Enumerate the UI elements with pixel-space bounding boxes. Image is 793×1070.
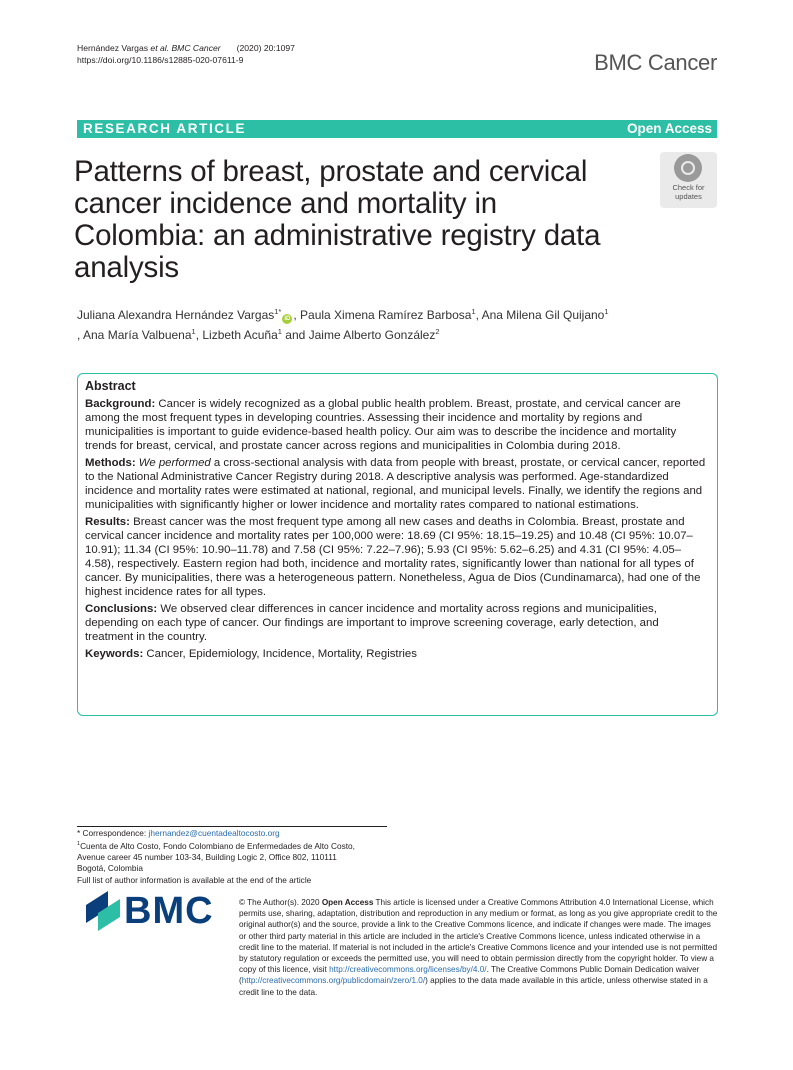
citation-header <box>77 42 295 66</box>
check-updates-icon <box>674 154 702 182</box>
correspondence-email-link[interactable]: jhernandez@cuentadealtocosto.org <box>148 828 280 838</box>
author-name[interactable]: Juliana Alexandra Hernández Vargas <box>77 308 275 322</box>
abstract-results: Results: Breast cancer was the most frequent type among all new cases and deaths in Colombia. Breast, prostate and cervical cancer incidence and mortality rates per 100,000 were: 18.69 (CI 95%: 18.15–19.25) and 10.48 (CI 95%: 10.07–10.91); 11.34 (CI 95%: 10.90–11.78) and 7.58 (CI 95%: 7.22–7.96); 5.93 (CI 95%: 5.62–6.25) and 4.31 (CI 95%: 4.05–4.58), respectively. Eastern region had both, incidence and mortality rates, significantly lower than national for all types of cancer. By municipalities, there was a heterogeneous pattern. Nonetheless, Agua de Dios (Cundinamarca), had one of the highest incidence rates for all types. <box>85 516 701 598</box>
author-affiliation-sup: 2 <box>435 327 440 336</box>
author-affiliation-sup: 1 <box>471 307 476 316</box>
article-type-banner <box>77 120 717 138</box>
bmc-logo-icon <box>86 891 122 931</box>
affiliation-line: Bogotá, Colombia <box>77 863 143 874</box>
author-affiliation-sup: 1* <box>274 307 282 316</box>
abstract-heading: Abstract <box>85 379 136 393</box>
check-for-updates-button[interactable] <box>660 152 717 208</box>
open-access-label: Open Access <box>626 121 712 136</box>
author-list <box>77 305 717 345</box>
abstract-background: Background: Cancer is widely recognized as a global public health problem. Breast, prostate, and cervical cancer are among the most frequent types in developing countries. Assessing their incidence and mortality by regions and municipalities is important to guide evidence-based health policy. Our aim was to describe the incidence and mortality trends for breast, cervical, and prostate cancer across regions and municipalities in Colombia during 2018. <box>85 398 681 452</box>
citation-etal: et al. BMC Cancer <box>150 43 221 53</box>
check-updates-text: Check for updates <box>672 183 705 201</box>
doi-link[interactable]: https://doi.org/10.1186/s12885-020-07611-9 <box>77 55 244 65</box>
license-link[interactable]: http://creativecommons.org/licenses/by/4.0/ <box>329 965 487 975</box>
author-name[interactable]: , Ana Milena Gil Quijano <box>475 308 605 322</box>
author-name[interactable]: , Ana María Valbuena <box>77 328 192 342</box>
article-type-label: RESEARCH ARTICLE <box>83 121 247 136</box>
journal-brand: BMC Cancer <box>594 50 717 75</box>
author-affiliation-sup: 1 <box>604 307 609 316</box>
affiliation-line: Avenue career 45 number 103-34, Building Logic 2, Office 802, 110111 <box>77 852 337 863</box>
citation-year: (2020) 20:1097 <box>236 43 295 53</box>
license-text: © The Author(s). 2020 Open Access This article is licensed under a Creative Commons Attribution 4.0 International License, which permits use, sharing, adaptation, distribution and reproduction in any medium or format, as long as you give appropriate credit to the original author(s) and the source, provide a link to the Creative Commons licence, and indicate if changes were made. The images or other third party material in this article are included in the article's Creative Commons licence, unless indicated otherwise in a credit line to the material. If material is not included in the article's Creative Commons licence and your intended use is not permitted by statutory regulation or exceeds the permitted use, you will need to obtain permission directly from the copyright holder. To view a copy of this licence, visit http://creativecommons.org/licenses/by/4.0/. The Creative Commons Public Domain Dedication waiver (http://creativecommons.org/publicdomain/zero/1.0/) applies to the data made available in this article, unless otherwise stated in a credit line to the data. <box>239 898 718 997</box>
author-affiliation-sup: 1 <box>277 327 282 336</box>
author-affiliation-sup: 1 <box>191 327 196 336</box>
orcid-icon[interactable]: iD <box>284 316 291 322</box>
author-name[interactable]: , Lizbeth Acuña <box>195 328 278 342</box>
footnotes <box>77 828 397 886</box>
bmc-logo <box>86 891 226 931</box>
abstract-methods: Methods: We performed a cross-sectional analysis with data from people with breast, prostate, or cervical cancer, reported to the National Administrative Cancer Registry during 2018. A descriptive analysis was performed. Age-standardized incidence and mortality rates were estimated at national, regional, and municipal levels. Finally, we identify the regions and municipalities with significantly higher or lower incidence and mortality rates compared to national estimations. <box>85 457 706 511</box>
author-name[interactable]: and Jaime Alberto González <box>281 328 436 342</box>
author-name[interactable]: , Paula Ximena Ramírez Barbosa <box>293 308 472 322</box>
bmc-logo-text: BMC <box>124 890 214 932</box>
abstract-keywords: Keywords: Cancer, Epidemiology, Incidence, Mortality, Registries <box>85 648 417 660</box>
citation-authors: Hernández Vargas <box>77 43 151 53</box>
full-author-info-note: Full list of author information is available at the end of the article <box>77 874 312 885</box>
affiliation-line: $^1$Cuenta de Alto Costo, Fondo Colombiano de Enfermedades de Alto Costo, <box>77 840 355 851</box>
article-title: Patterns of breast, prostate and cervical cancer incidence and mortality in Colombia: an administrative registry data analysis <box>74 155 601 284</box>
public-domain-link[interactable]: http://creativecommons.org/publicdomain/zero/1.0/ <box>241 976 426 986</box>
footnote-divider <box>77 826 387 827</box>
abstract-box <box>77 373 718 716</box>
abstract-conclusions: Conclusions: We observed clear differences in cancer incidence and mortality across regions and municipalities, depending on each type of cancer. Our findings are important to improve screening coverage, early detection, and treatment in the country. <box>85 603 659 643</box>
citation-line <box>77 42 295 54</box>
correspondence: * Correspondence: jhernandez@cuentadealtocosto.org <box>77 828 280 838</box>
